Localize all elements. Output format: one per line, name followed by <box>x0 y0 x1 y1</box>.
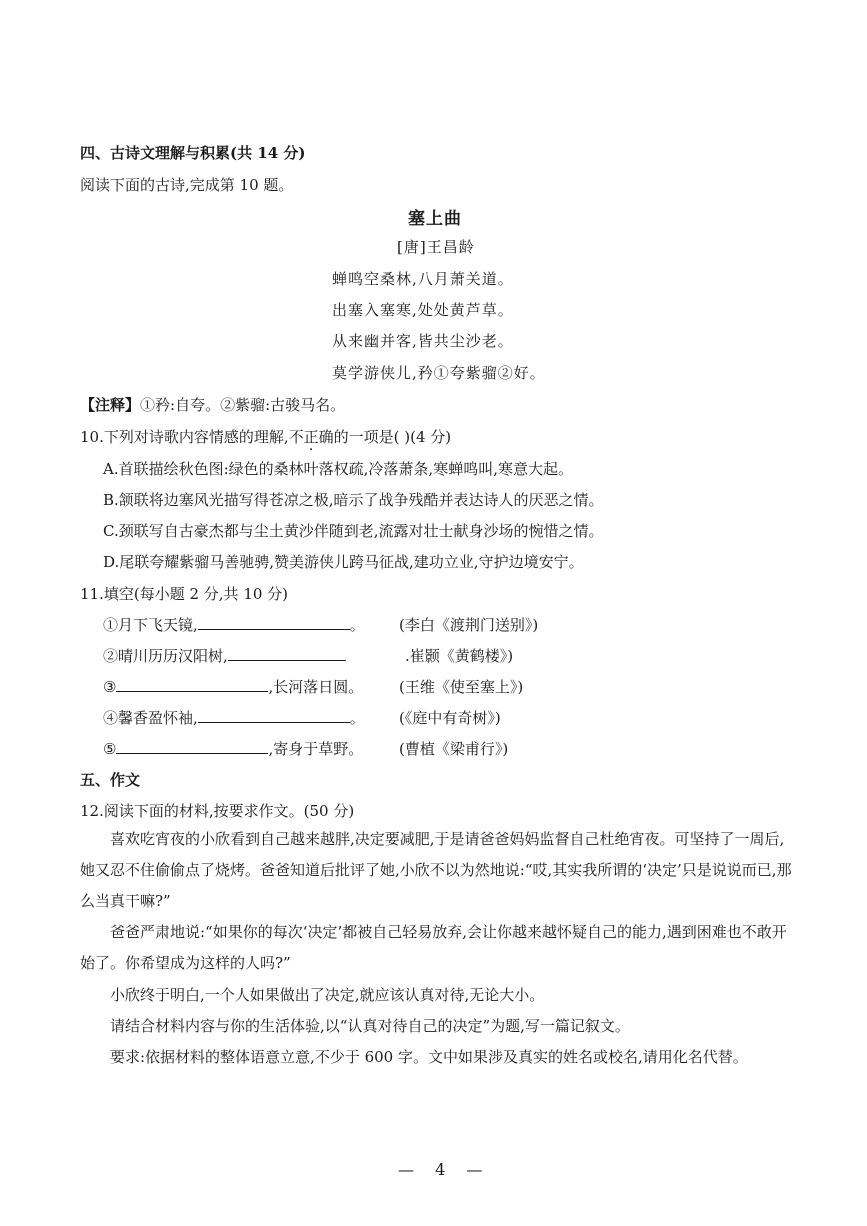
option-b: B.颔联将边塞风光描写得苍凉之极,暗示了战争残酷并表达诗人的厌恶之情。 <box>103 491 604 509</box>
fill-prefix: ①月下飞天镜, <box>103 616 198 634</box>
question-11-stem: 11.填空(每小题 2 分,共 10 分) <box>80 585 289 603</box>
section-instruction: 阅读下面的古诗,完成第 10 题。 <box>80 176 294 194</box>
fill-blank[interactable] <box>198 708 350 723</box>
fill-blank[interactable] <box>228 646 346 661</box>
fill-item-2 <box>103 645 346 666</box>
note-label: 【注释】 <box>80 396 141 414</box>
requirement-paragraph: 要求:依据材料的整体语意立意,不少于 600 字。文中如果涉及真实的姓名或校名,请用化名代替。 <box>110 1048 748 1066</box>
fill-blank[interactable] <box>116 677 268 692</box>
fill-prefix: ④馨香盈怀袖, <box>103 709 198 727</box>
fill-item-5 <box>103 738 363 759</box>
fill-source: (王维《使至塞上》) <box>399 678 524 696</box>
question-12-stem: 12.阅读下面的材料,按要求作文。(50 分) <box>80 802 355 820</box>
note-text: ①矜:自夸。②紫骝:古骏马名。 <box>140 396 346 414</box>
fill-suffix: ,寄身于草野。 <box>268 740 364 758</box>
stem-emphasis: 不正确 <box>288 428 334 446</box>
poem-title: 塞上曲 <box>408 209 462 229</box>
page-number: — 4 — <box>398 1160 491 1179</box>
section-heading: 五、作文 <box>80 771 141 789</box>
poem-author: [唐]王昌龄 <box>397 238 475 256</box>
option-a: A.首联描绘秋色图:绿色的桑林叶落权疏,冷落萧条,寒蝉鸣叫,寒意大起。 <box>103 460 573 478</box>
fill-source: (曹植《梁甫行》) <box>399 740 509 758</box>
option-d: D.尾联夸耀紫骝马善驰骋,赞美游侠儿跨马征战,建功立业,守护边境安宁。 <box>103 553 584 571</box>
fill-suffix: ,长河落日圆。 <box>268 678 364 696</box>
fill-blank[interactable] <box>198 615 350 630</box>
material-paragraph: 爸爸严肃地说:“如果你的每次‘决定’都被自己轻易放弃,会让你越来越怀疑自己的能力,遇到困难也不敢开始了。你希望成为这样的人吗?” <box>80 923 787 972</box>
poem-line: 从来幽并客,皆共尘沙老。 <box>332 332 514 350</box>
fill-source: (《庭中有奇树》) <box>399 709 501 727</box>
material-paragraph: 小欣终于明白,一个人如果做出了决定,就应该认真对待,无论大小。 <box>110 986 545 1004</box>
material-paragraph: 喜欢吃宵夜的小欣看到自己越来越胖,决定要减肥,于是请爸爸妈妈监督自己杜绝宵夜。可坚持了一周后,她又忍不住偷偷点了烧烤。爸爸知道后批评了她,小欣不以为然地说:“哎,其实我所谓的‘决定’只是说说而已,那么当真干嘛?” <box>80 830 792 910</box>
fill-prefix: ⑤ <box>103 740 117 758</box>
fill-blank[interactable] <box>116 739 268 754</box>
fill-suffix: 。 <box>349 616 365 634</box>
fill-source: (李白《渡荆门送别》) <box>399 616 539 634</box>
fill-item-3 <box>103 676 363 697</box>
fill-item-4 <box>103 707 365 728</box>
fill-item-1 <box>103 614 365 635</box>
stem-pre: 10.下列对诗歌内容情感的理解, <box>80 428 289 446</box>
poem-line: 莫学游侠儿,矜①夸紫骝②好。 <box>332 364 546 382</box>
task-paragraph: 请结合材料内容与你的生活体验,以“认真对待自己的决定”为题,写一篇记叙文。 <box>110 1017 630 1035</box>
fill-prefix: ②晴川历历汉阳树, <box>103 647 228 665</box>
poem-line: 蝉鸣空桑林,八月萧关道。 <box>332 270 514 288</box>
stem-post: 的一项是( )(4 分) <box>333 428 452 446</box>
fill-source: .崔颢《黄鹤楼》) <box>405 647 514 665</box>
fill-suffix: 。 <box>349 709 365 727</box>
fill-prefix: ③ <box>103 678 117 696</box>
poem-line: 出塞入塞寒,处处黄芦草。 <box>332 301 514 319</box>
question-10-stem <box>80 426 451 447</box>
option-c: C.颈联写自古豪杰都与尘土黄沙伴随到老,流露对壮士献身沙场的惋惜之情。 <box>103 522 604 540</box>
section-heading: 四、古诗文理解与积累(共 14 分) <box>80 144 306 162</box>
poem-note <box>80 394 345 415</box>
